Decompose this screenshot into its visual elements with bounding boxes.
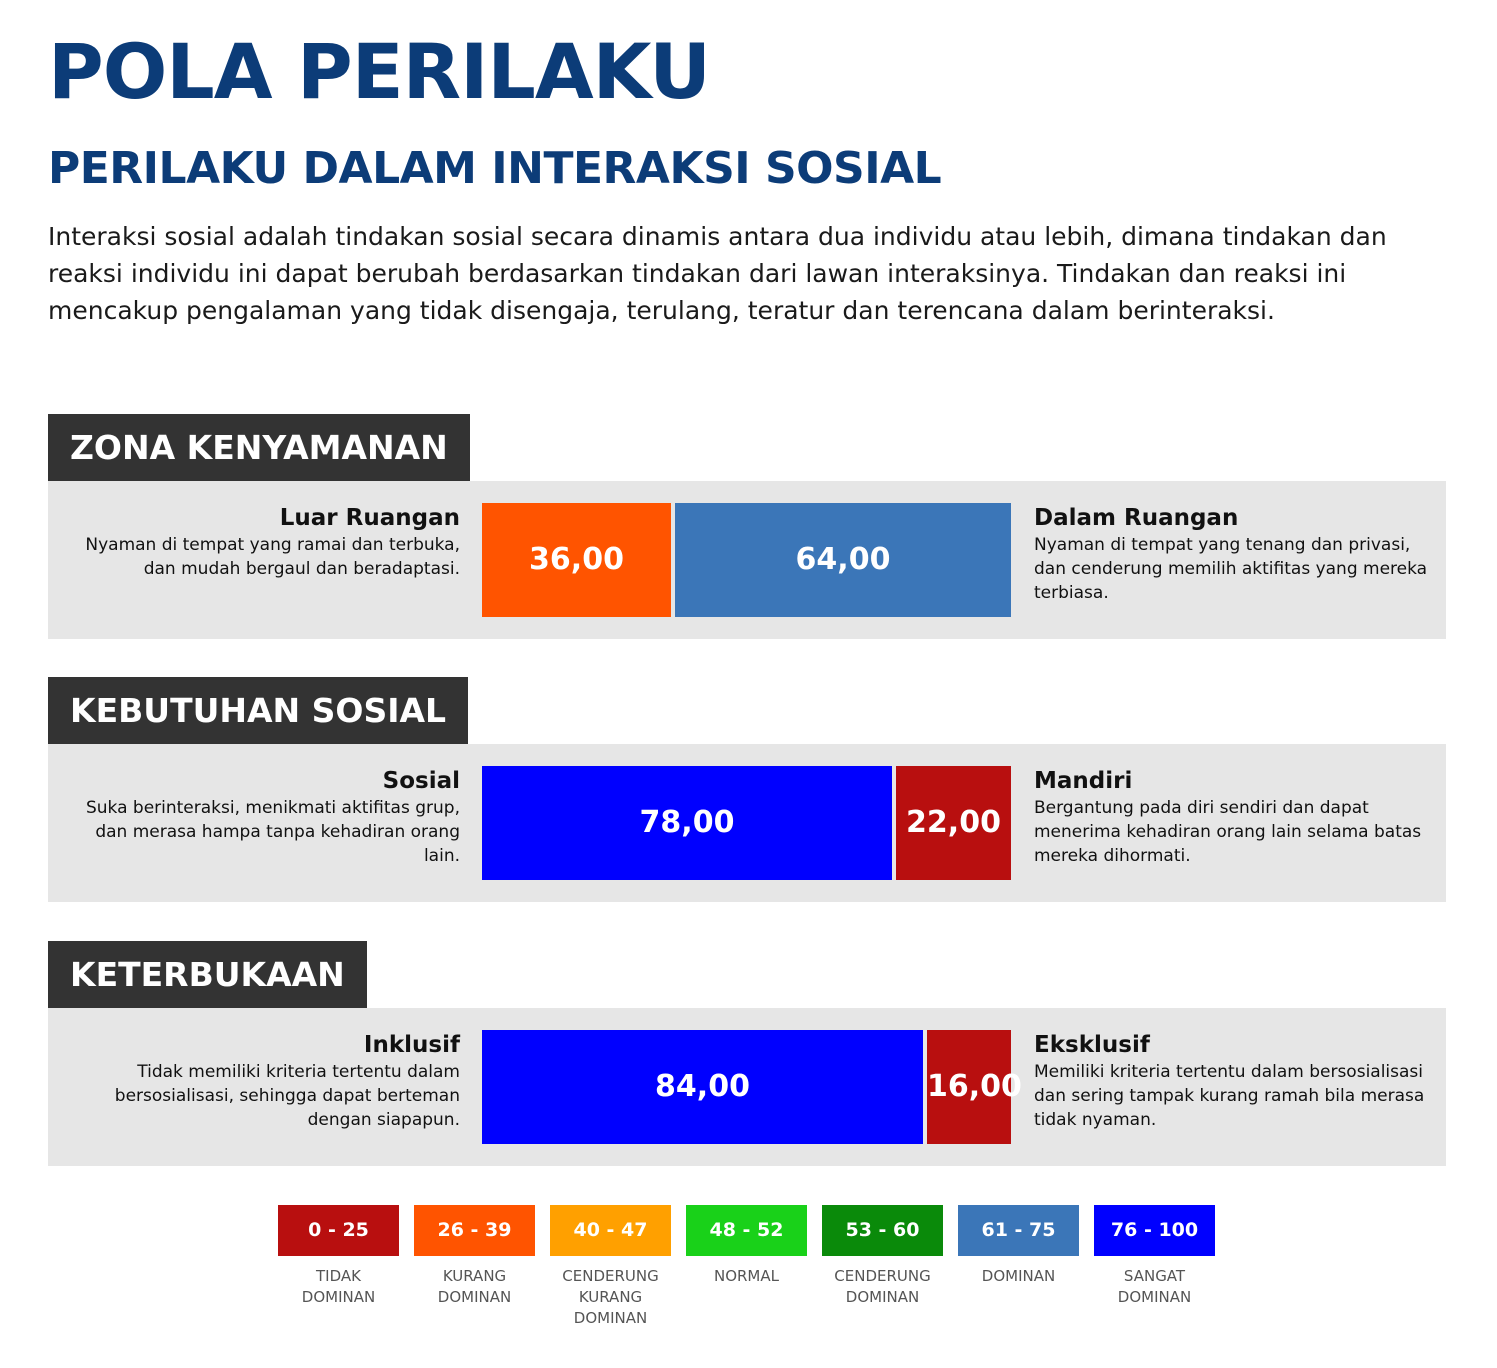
right-pole-title: Dalam Ruangan (1034, 505, 1239, 531)
legend-range-swatch: 61 - 75 (958, 1205, 1079, 1256)
right-pole (1034, 766, 1434, 868)
section-label-zona-kenyamanan: ZONA KENYAMANAN (48, 414, 470, 481)
page-title: POLA PERILAKU (48, 27, 710, 116)
left-score-segment: 78,00 (482, 766, 892, 880)
right-pole-description: Bergantung pada diri sendiri dan dapat menerima kehadiran orang lain selama batas mereka dihormati. (1034, 798, 1422, 866)
right-pole (1034, 503, 1434, 605)
legend-label: CENDERUNG DOMINAN (834, 1267, 931, 1306)
right-pole-description: Nyaman di tempat yang tenang dan privasi, dan cenderung memilih aktifitas yang mereka terbiasa. (1034, 535, 1428, 603)
score-bar (482, 766, 1011, 880)
left-pole-description: Tidak memiliki kriteria tertentu dalam bersosialisasi, sehingga dapat berteman dengan siapapun. (114, 1062, 460, 1130)
intro-paragraph: Interaksi sosial adalah tindakan sosial secara dinamis antara dua individu atau lebih, dimana tindakan dan reaksi individu ini dapat berubah berdasarkan tindakan dari lawan interaksinya. Tindakan dan reaksi ini mencakup pengalaman yang tidak disengaja, terulang, teratur dan terencana dalam berinteraksi. (48, 222, 1387, 325)
legend-item (958, 1205, 1079, 1287)
right-score-segment: 16,00 (927, 1030, 1011, 1144)
legend-label: NORMAL (713, 1267, 779, 1285)
left-pole (60, 1030, 460, 1132)
legend-item (550, 1205, 671, 1329)
left-pole (60, 766, 460, 868)
left-score-segment: 84,00 (482, 1030, 923, 1144)
legend-range-swatch: 53 - 60 (822, 1205, 943, 1256)
legend-range-swatch: 26 - 39 (414, 1205, 535, 1256)
legend-item (278, 1205, 399, 1308)
legend-label: DOMINAN (981, 1267, 1056, 1285)
legend-range-swatch: 48 - 52 (686, 1205, 807, 1256)
legend-label: TIDAK DOMINAN (301, 1267, 376, 1306)
section-label-keterbukaan: KETERBUKAAN (48, 941, 367, 1008)
legend-item (1094, 1205, 1215, 1308)
left-pole-description: Suka berinteraksi, menikmati aktifitas grup, dan merasa hampa tanpa kehadiran orang lain. (85, 798, 460, 866)
right-score-segment: 22,00 (896, 766, 1011, 880)
section-panel-zona-kenyamanan (48, 481, 1446, 639)
page-subtitle: PERILAKU DALAM INTERAKSI SOSIAL (48, 143, 942, 194)
legend-range-swatch: 76 - 100 (1094, 1205, 1215, 1256)
section-panel-kebutuhan-sosial (48, 744, 1446, 902)
legend-label: SANGAT DOMINAN (1117, 1267, 1192, 1306)
left-pole-title: Sosial (382, 768, 460, 794)
right-pole-title: Mandiri (1034, 768, 1133, 794)
left-pole (60, 503, 460, 581)
right-pole-description: Memiliki kriteria tertentu dalam bersosialisasi dan sering tampak kurang ramah bila merasa tidak nyaman. (1034, 1062, 1425, 1130)
score-bar (482, 503, 1011, 617)
right-pole (1034, 1030, 1434, 1132)
left-pole-description: Nyaman di tempat yang ramai dan terbuka, dan mudah bergaul dan beradaptasi. (85, 535, 460, 579)
legend-range-swatch: 40 - 47 (550, 1205, 671, 1256)
left-pole-title: Luar Ruangan (279, 505, 460, 531)
left-pole-title: Inklusif (363, 1032, 460, 1058)
legend-label: CENDERUNG KURANG DOMINAN (562, 1267, 659, 1327)
right-score-segment: 64,00 (675, 503, 1011, 617)
score-bar (482, 1030, 1022, 1144)
section-panel-keterbukaan (48, 1008, 1446, 1166)
legend-item (414, 1205, 535, 1308)
right-pole-title: Eksklusif (1034, 1032, 1150, 1058)
left-score-segment: 36,00 (482, 503, 671, 617)
legend-item (686, 1205, 807, 1287)
legend-label: KURANG DOMINAN (437, 1267, 512, 1306)
legend-item (822, 1205, 943, 1308)
section-label-kebutuhan-sosial: KEBUTUHAN SOSIAL (48, 677, 468, 744)
score-legend (0, 1205, 1497, 1345)
legend-range-swatch: 0 - 25 (278, 1205, 399, 1256)
